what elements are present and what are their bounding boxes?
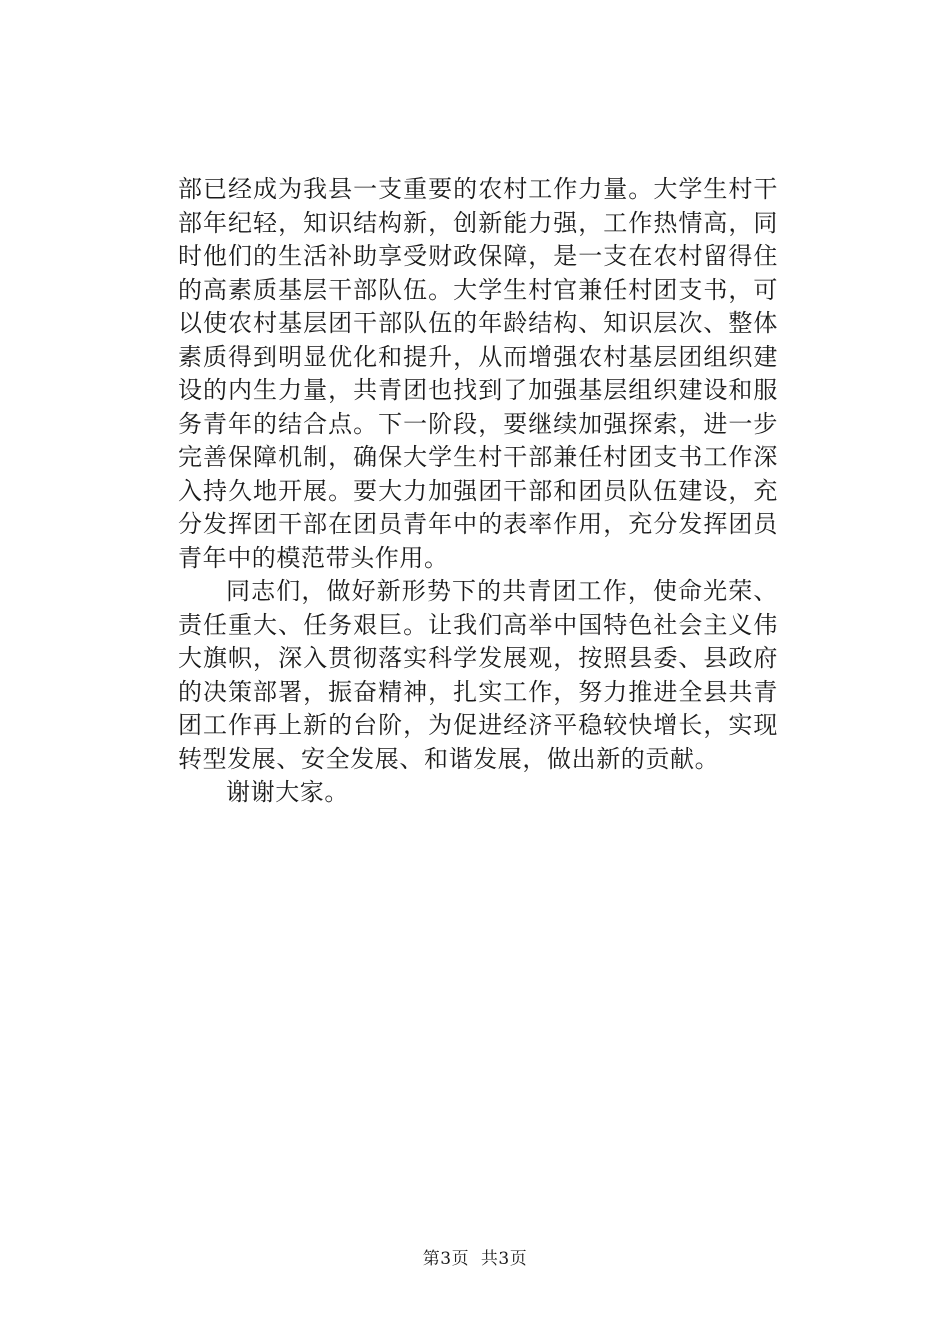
page-number-footer: 第3页 共3页 xyxy=(422,1249,528,1269)
paragraph-thanks: 谢谢大家。 xyxy=(226,778,349,806)
paragraph-closing-remarks: 同志们，做好新形势下的共青团工作，使命光荣、责任重大、任务艰巨。让我们高举中国特色社会主义伟大旗帜，深入贯彻落实科学发展观，按照县委、县政府的决策部署，振奋精神，扎实工作，努力推进全县共青团工作再上新的台阶，为促进经济平稳较快增长，实现转型发展、安全发展、和谐发展，做出新的贡献。 xyxy=(178,577,778,773)
paragraph-continuation: 部已经成为我县一支重要的农村工作力量。大学生村干部年纪轻，知识结构新，创新能力强，工作热情高，同时他们的生活补助享受财政保障，是一支在农村留得住的高素质基层干部队伍。大学生村官兼任村团支书，可以使农村基层团干部队伍的年龄结构、知识层次、整体素质得到明显优化和提升，从而增强农村基层团组织建设的内生力量，共青团也找到了加强基层组织建设和服务青年的结合点。下一阶段，要继续加强探索，进一步完善保障机制，确保大学生村干部兼任村团支书工作深入持久地开展。要大力加强团干部和团员队伍建设，充分发挥团干部在团员青年中的表率作用，充分发挥团员青年中的模范带头作用。 xyxy=(178,175,778,572)
document-body xyxy=(178,173,778,810)
